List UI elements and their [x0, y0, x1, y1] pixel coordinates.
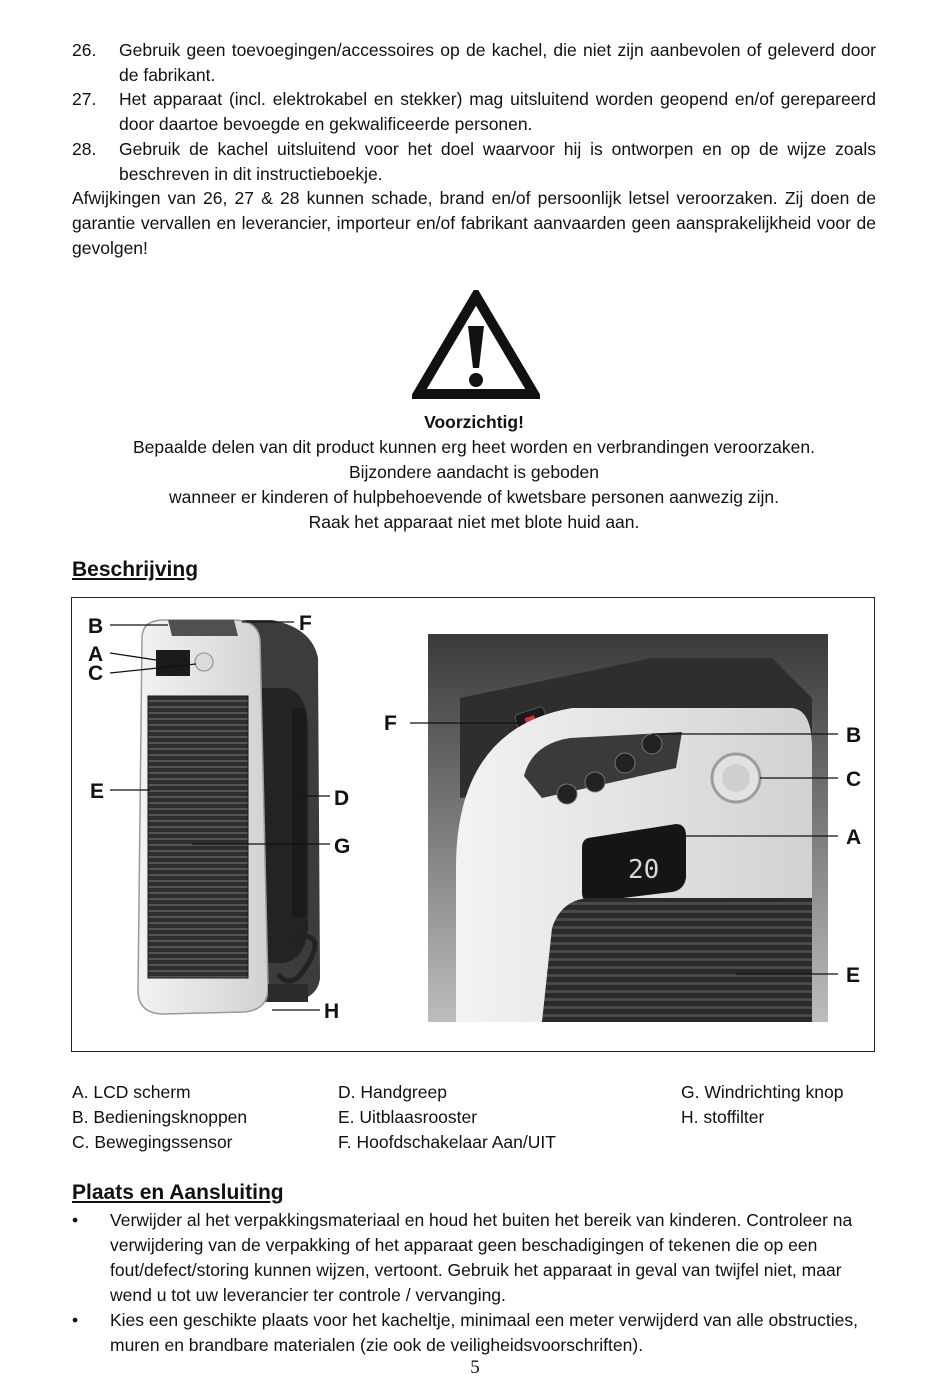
bullet-text: Kies een geschikte plaats voor het kacheltje, minimaal een meter verwijderd van alle obstructies, muren en brandbare materialen (zie ook de veiligheidsvoorschriften). — [110, 1310, 859, 1355]
list-item — [72, 1208, 862, 1308]
label-f-right: F — [384, 712, 397, 735]
lcd-temperature: 20 — [628, 855, 660, 885]
legend-column-1 — [72, 1080, 247, 1155]
warning-line: wanneer er kinderen of hulpbehoevende of kwetsbare personen aanwezig zijn. — [169, 487, 779, 507]
heater-closeup-photo — [428, 634, 828, 1022]
warning-title: Voorzichtig! — [424, 412, 524, 432]
product-figure — [71, 597, 875, 1052]
bullet-text: Verwijder al het verpakkingsmateriaal en houd het buiten het bereik van kinderen. Controleer na verwijdering van de verpakking of het apparaat geen beschadigingen of tekenen die op een fout/defect/storing kunnen wijzen, vertoont. Gebruik het apparaat in geval van twijfel niet, maar wend u tot uw leverancier ter controle / vervanging. — [110, 1210, 853, 1305]
safety-item-28 — [72, 137, 876, 187]
label-f-left: F — [299, 612, 312, 635]
legend-column-2 — [338, 1080, 556, 1155]
safety-item-27 — [72, 87, 876, 137]
legend-item: H. stoffilter — [681, 1107, 765, 1127]
legend-item: F. Hoofdschakelaar Aan/UIT — [338, 1132, 556, 1152]
placement-bullet-list — [72, 1208, 862, 1358]
legend-item: E. Uitblaasrooster — [338, 1107, 478, 1127]
label-d-left: D — [334, 787, 350, 810]
item-text: Gebruik de kachel uitsluitend voor het doel waarvoor hij is ontworpen en op de wijze zoals beschreven in dit instructieboekje. — [119, 139, 876, 184]
label-h-left: H — [324, 1000, 340, 1023]
label-b-left: B — [88, 615, 104, 638]
heater-side-view — [138, 620, 320, 1014]
label-a-right: A — [846, 826, 862, 849]
placement-heading: Plaats en Aansluiting — [72, 1181, 284, 1204]
bullet-icon: • — [72, 1210, 79, 1230]
deviation-paragraph: Afwijkingen van 26, 27 & 28 kunnen schade, brand en/of persoonlijk letsel veroorzaken. Zij doen de garantie vervallen en leverancier, importeur en/of fabrikant aanvaarden geen aansprakelijkheid voor de gevolgen! — [72, 188, 876, 258]
label-g-left: G — [334, 835, 351, 858]
legend-item: A. LCD scherm — [72, 1082, 191, 1102]
item-number: 28. — [72, 139, 97, 159]
warning-line: Bijzondere aandacht is geboden — [348, 462, 600, 482]
legend-item: G. Windrichting knop — [681, 1082, 844, 1102]
legend-item: C. Bewegingssensor — [72, 1132, 233, 1152]
label-a-left: A — [88, 643, 104, 666]
list-item — [72, 1308, 862, 1358]
warning-line: Bepaalde delen van dit product kunnen erg heet worden en verbrandingen veroorzaken. — [132, 437, 815, 457]
legend-item: D. Handgreep — [338, 1082, 447, 1102]
label-c-left: C — [88, 662, 104, 685]
page-number: 5 — [470, 1357, 480, 1378]
warning-line: Raak het apparaat niet met blote huid aan. — [308, 512, 640, 532]
item-text: Gebruik geen toevoegingen/accessoires op de kachel, die niet zijn aanbevolen of geleverd door de fabrikant. — [119, 40, 876, 85]
label-e-left: E — [90, 780, 105, 803]
item-text: Het apparaat (incl. elektrokabel en stekker) mag uitsluitend worden geopend en/of gerepareerd door daartoe bevoegde en gekwalificeerde personen. — [119, 89, 876, 134]
item-number: 26. — [72, 40, 97, 60]
description-heading: Beschrijving — [72, 558, 199, 581]
legend-item: B. Bedieningsknoppen — [72, 1107, 248, 1127]
bullet-icon: • — [72, 1310, 79, 1330]
label-e-right: E — [846, 964, 861, 987]
legend-column-3 — [681, 1080, 843, 1130]
label-b-right: B — [846, 724, 862, 747]
label-c-right: C — [846, 768, 862, 791]
item-number: 27. — [72, 89, 97, 109]
safety-item-26 — [72, 38, 876, 88]
warning-triangle-icon — [412, 290, 540, 400]
